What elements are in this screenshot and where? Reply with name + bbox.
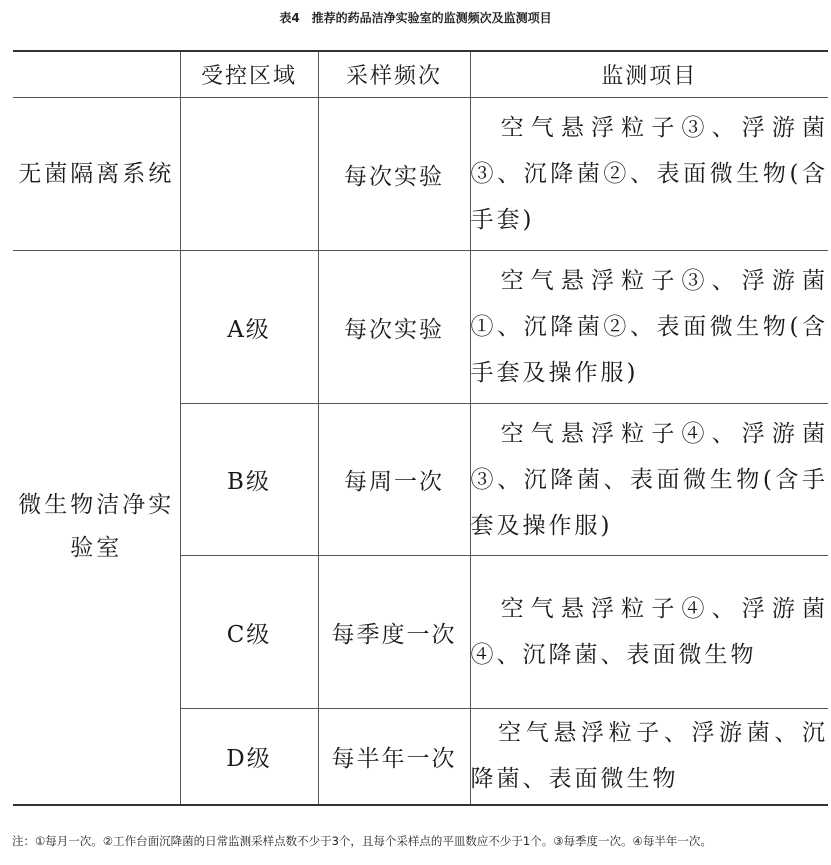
frequency-cell: 每次实验 xyxy=(318,251,470,404)
table-footnote: 注：①每月一次。②工作台面沉降菌的日常监测采样点数不少于3个，且每个采样点的平皿数应不少于1个。③每季度一次。④每半年一次。 xyxy=(12,834,712,848)
items-cell xyxy=(470,251,828,404)
grade-cell: A级 xyxy=(180,251,318,404)
grade-cell: C级 xyxy=(180,556,318,709)
grade-cell xyxy=(180,98,318,251)
frequency-cell: 每次实验 xyxy=(318,98,470,251)
table-row xyxy=(13,251,828,404)
header-controlled-area: 受控区域 xyxy=(180,51,318,98)
header-blank xyxy=(13,51,180,98)
items-text: 空气悬浮粒子③、浮游菌③、沉降菌②、表面微生物(含手套) xyxy=(470,115,829,233)
items-cell xyxy=(470,404,828,556)
grade-cell: B级 xyxy=(180,404,318,556)
items-cell xyxy=(470,98,828,251)
items-text: 空气悬浮粒子④、浮游菌③、沉降菌、表面微生物(含手套及操作服) xyxy=(470,420,829,539)
zone-isolator: 无菌隔离系统 xyxy=(13,98,180,251)
zone-microbial-cleanroom: 微生物洁净实验室 xyxy=(13,251,180,805)
frequency-cell: 每半年一次 xyxy=(318,709,470,805)
monitoring-table xyxy=(13,50,828,806)
items-text: 空气悬浮粒子④、浮游菌④、沉降菌、表面微生物 xyxy=(470,596,829,668)
frequency-cell: 每周一次 xyxy=(318,404,470,556)
items-cell xyxy=(470,556,828,709)
items-cell xyxy=(470,709,828,805)
table-caption: 表4 推荐的药品洁净实验室的监测频次及监测项目 xyxy=(279,11,552,25)
items-text: 空气悬浮粒子③、浮游菌①、沉降菌②、表面微生物(含手套及操作服) xyxy=(470,268,829,386)
grade-cell: D级 xyxy=(180,709,318,805)
header-monitoring-items: 监测项目 xyxy=(470,51,828,98)
frequency-cell: 每季度一次 xyxy=(318,556,470,709)
table-row xyxy=(13,98,828,251)
header-sampling-frequency: 采样频次 xyxy=(318,51,470,98)
header-row xyxy=(13,51,828,98)
items-text: 空气悬浮粒子、浮游菌、沉降菌、表面微生物 xyxy=(470,720,828,793)
